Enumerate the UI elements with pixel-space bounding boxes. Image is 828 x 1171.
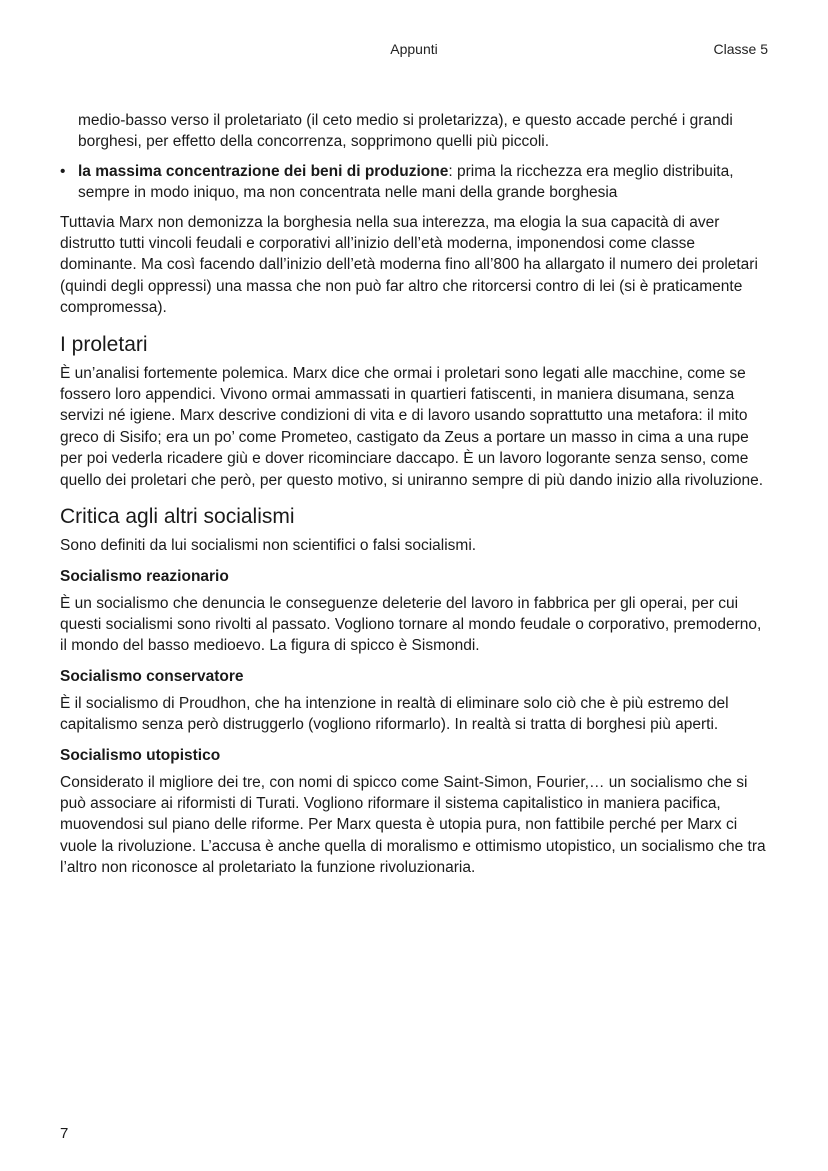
list-item-continuation: medio-basso verso il proletariato (il ceto medio si proletarizza), e questo accade perché i grandi borghesi, per effetto della concorrenza, sopprimono quelli più piccoli. [78,112,733,151]
page-number: 7 [60,1125,69,1142]
page-content [60,110,772,879]
header-title: Appunti [390,41,438,57]
section-title-proletari: I proletari [60,332,148,356]
list-item [60,161,772,204]
subsection-title-utopistico: Socialismo utopistico [60,746,221,764]
list-item-text [78,161,772,204]
paragraph-reazionario: È un socialismo che denuncia le conseguenze deleterie del lavoro in fabbrica per gli operai, per cui questi socialismi sono rivolti al passato. Vogliono tornare al mondo feudale o corporativo, premoderno, il mondo del basso medioevo. La figura di spicco è Sismondi. [60,594,762,655]
paragraph-critica-intro: Sono definiti da lui socialismi non scientifici o falsi socialismi. [60,537,477,555]
subsection-title-reazionario: Socialismo reazionario [60,567,229,585]
subsection-title-conservatore: Socialismo conservatore [60,667,244,685]
header-class: Classe 5 [713,41,768,57]
bullet-icon: • [60,162,66,180]
list-item-rest: : prima la ricchezza era meglio distribuita, sempre in modo iniquo, ma non concentrata nelle mani della grande borghesia [78,162,734,202]
paragraph-marx: Tuttavia Marx non demonizza la borghesia nella sua interezza, ma elogia la sua capacità di aver distrutto tutti vincoli feudali e corporativi all’inizio dell’età moderna, imponendosi come classe dominante. Ma così facendo dall’inizio dell’età moderna fino all’800 ha allargato il numero dei proletari (quindi degli oppressi) una massa che non può far altro che ritorcersi contro di lei (si è praticamente compromessa). [60,213,758,317]
paragraph-conservatore: È il socialismo di Proudhon, che ha intenzione in realtà di eliminare solo ciò che è più estremo del capitalismo senza però distruggerlo (vogliono riformarlo). In realtà si tratta di borghesi più aperti. [60,694,729,734]
section-title-critica: Critica agli altri socialismi [60,505,295,529]
list-item-bold: la massima concentrazione dei beni di produzione [78,162,449,180]
paragraph-proletari: È un’analisi fortemente polemica. Marx dice che ormai i proletari sono legati alle macchine, come se fossero loro appendici. Vivono ormai ammassati in quartieri fatiscenti, in maniera disumana, senza servizi né igiene. Marx descrive condizioni di vita e di lavoro usando soprattutto una metafora: il mito greco di Sisifo; era un po’ come Prometeo, castigato da Zeus a portare un masso in cima a una rupe per poi vederla ricadere giù e dover ricominciare daccapo. È un lavoro logorante senza senso, come quello dei proletari che però, per questo motivo, si uniranno sempre di più dando inizio alla rivoluzione. [60,364,764,489]
paragraph-utopistico: Considerato il migliore dei tre, con nomi di spicco come Saint-Simon, Fourier,… un socialismo che si può associare ai riformisti di Turati. Vogliono riformare il sistema capitalistico in maniera pacifica, muovendosi sul piano delle riforme. Per Marx questa è utopia pura, non fattibile perché per Marx ci vuole la rivoluzione. L’accusa è anche quella di moralismo e ottimismo utopistico, un socialismo che tra l’altro non riconosce al proletariato la funzione rivoluzionaria. [60,773,766,877]
